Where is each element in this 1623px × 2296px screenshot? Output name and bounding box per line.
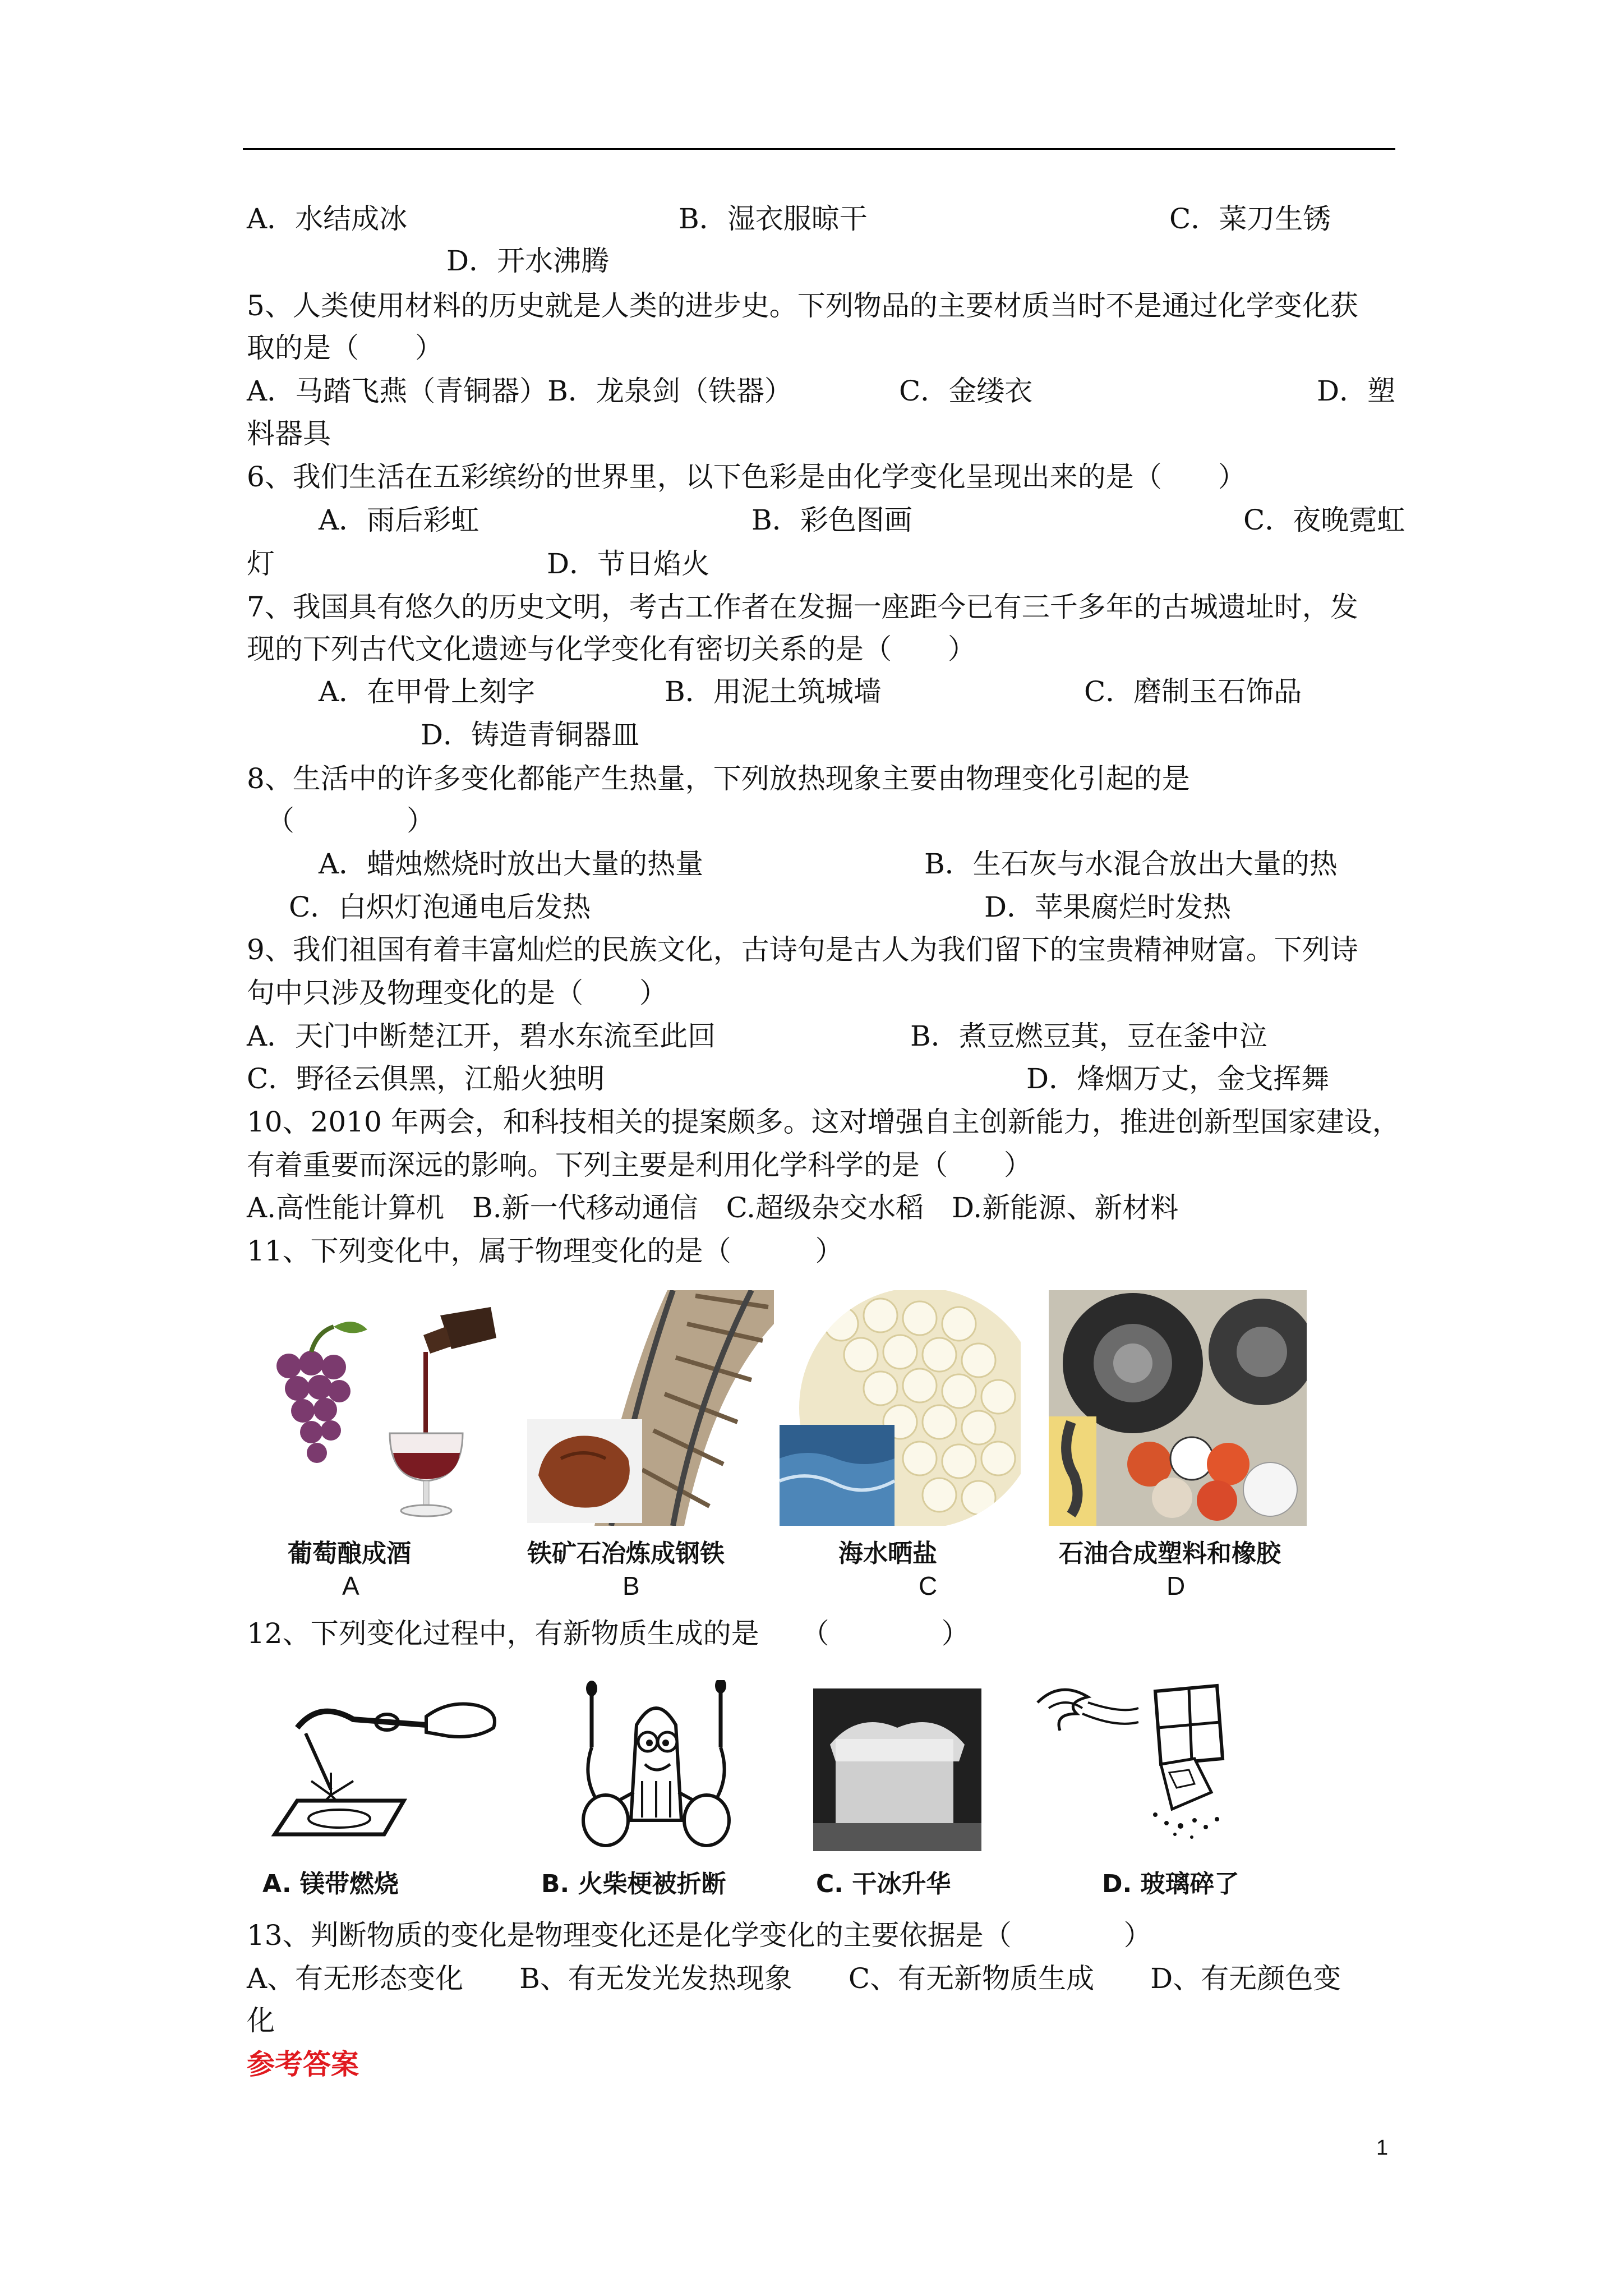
q10-options: A.高性能计算机 B.新一代移动通信 C.超级杂交水稻 D.新能源、新材料 (247, 1191, 1179, 1224)
q13-options: A、有无形态变化 B、有无发光发热现象 C、有无新物质生成 D、有无颜色变 (247, 1962, 1341, 1995)
figure-glass-broken (1026, 1680, 1251, 1851)
figure-sea-salt (780, 1290, 1021, 1526)
q12-caption-b: B. 火柴梗被折断 (541, 1870, 726, 1898)
q9-stem-line2: 句中只涉及物理变化的是（ ） (247, 977, 667, 1009)
q7-option-c: C．磨制玉石饰品 (1084, 675, 1302, 708)
q12-stem: 12、下列变化过程中，有新物质生成的是 （ ） (247, 1617, 970, 1650)
q12-caption-d: D. 玻璃碎了 (1102, 1870, 1239, 1898)
q8-stem-line1: 8、生活中的许多变化都能产生热量，下列放热现象主要由物理变化引起的是 (247, 762, 1190, 795)
q7-option-b: B．用泥土筑城墙 (665, 675, 882, 708)
q13-stem: 13、判断物质的变化是物理变化还是化学变化的主要依据是（ ） (247, 1919, 1152, 1952)
q10-stem-line2: 有着重要而深远的影响。下列主要是利用化学科学的是（ ） (247, 1149, 1032, 1181)
q5-option-c: C．金缕衣 (899, 375, 1033, 407)
q6-option-c: C．夜晚霓虹 (1243, 504, 1405, 536)
answer-heading: 参考答案 (247, 2047, 359, 2081)
q11-caption-b: 铁矿石冶炼成钢铁 (527, 1539, 725, 1568)
q10-stem-line1: 10、2010 年两会，和科技相关的提案颇多。这对增强自主创新能力，推进创新型国家建设， (247, 1106, 1400, 1138)
q4-option-c: C．菜刀生锈 (1169, 203, 1331, 235)
q11-letter-d: D (1166, 1571, 1186, 1600)
q11-letter-a: A (342, 1571, 359, 1600)
q6-option-c-cont: 灯 (247, 547, 275, 580)
q11-stem: 11、下列变化中，属于物理变化的是（ ） (247, 1235, 843, 1267)
figure-magnesium-burning (264, 1688, 499, 1851)
q12-caption-c: C. 干冰升华 (816, 1870, 951, 1898)
q11-caption-c: 海水晒盐 (838, 1539, 937, 1568)
q11-letter-b: B (623, 1571, 640, 1600)
figure-grapes-wine (255, 1304, 502, 1523)
q8-option-d: D．苹果腐烂时发热 (984, 891, 1232, 923)
q6-stem: 6、我们生活在五彩缤纷的世界里，以下色彩是由化学变化呈现出来的是（ ） (247, 461, 1246, 493)
q7-stem-line1: 7、我国具有悠久的历史文明，考古工作者在发掘一座距今已有三千多年的古城遗址时，发 (247, 591, 1358, 623)
q9-option-a: A．天门中断楚江开，碧水东流至此回 (247, 1020, 716, 1052)
page-number: 1 (1376, 2136, 1389, 2160)
figure-matchstick-broken (558, 1680, 754, 1851)
q8-option-a: A．蜡烛燃烧时放出大量的热量 (319, 848, 704, 880)
q5-stem-line2: 取的是（ ） (247, 332, 443, 364)
q8-option-b: B．生石灰与水混合放出大量的热 (924, 848, 1338, 880)
q6-option-a: A．雨后彩虹 (319, 504, 479, 536)
q4-option-a: A．水结成冰 (247, 203, 408, 235)
figure-iron-ore-railway (527, 1290, 774, 1526)
q12-caption-a: A. 镁带燃烧 (262, 1870, 399, 1898)
q9-stem-line1: 9、我们祖国有着丰富灿烂的民族文化，古诗句是古人为我们留下的宝贵精神财富。下列诗 (247, 933, 1358, 966)
q7-option-a: A．在甲骨上刻字 (319, 675, 536, 708)
q8-stem-line2: （ ） (266, 804, 435, 837)
q5-option-ab: A．马踏飞燕（青铜器）B．龙泉剑（铁器） (247, 375, 792, 407)
q9-option-b: B．煮豆燃豆萁，豆在釜中泣 (910, 1020, 1267, 1052)
header-rule (243, 148, 1395, 150)
q11-caption-a: 葡萄酿成酒 (288, 1539, 411, 1568)
q8-option-c: C．白炽灯泡通电后发热 (289, 891, 591, 923)
q9-option-d: D．烽烟万丈，金戈挥舞 (1026, 1062, 1330, 1095)
q11-letter-c: C (919, 1571, 938, 1600)
q7-option-d: D．铸造青铜器皿 (421, 719, 640, 751)
figure-tires-balls (1049, 1290, 1307, 1526)
q13-options-cont: 化 (247, 2004, 275, 2037)
figure-dry-ice (813, 1688, 981, 1851)
q7-stem-line2: 现的下列古代文化遗迹与化学变化有密切关系的是（ ） (247, 633, 976, 665)
q11-caption-d: 石油合成塑料和橡胶 (1059, 1539, 1281, 1568)
q4-option-b: B．湿衣服晾干 (679, 203, 868, 235)
q9-option-c: C．野径云俱黑，江船火独明 (247, 1062, 605, 1095)
q6-option-d: D．节日焰火 (547, 547, 710, 580)
q5-option-d-cont: 料器具 (247, 417, 331, 450)
q4-option-d: D．开水沸腾 (446, 245, 610, 277)
q5-stem-line1: 5、人类使用材料的历史就是人类的进步史。下列物品的主要材质当时不是通过化学变化获 (247, 289, 1358, 322)
q5-option-d: D．塑 (1317, 375, 1396, 407)
q6-option-b: B．彩色图画 (751, 504, 912, 536)
